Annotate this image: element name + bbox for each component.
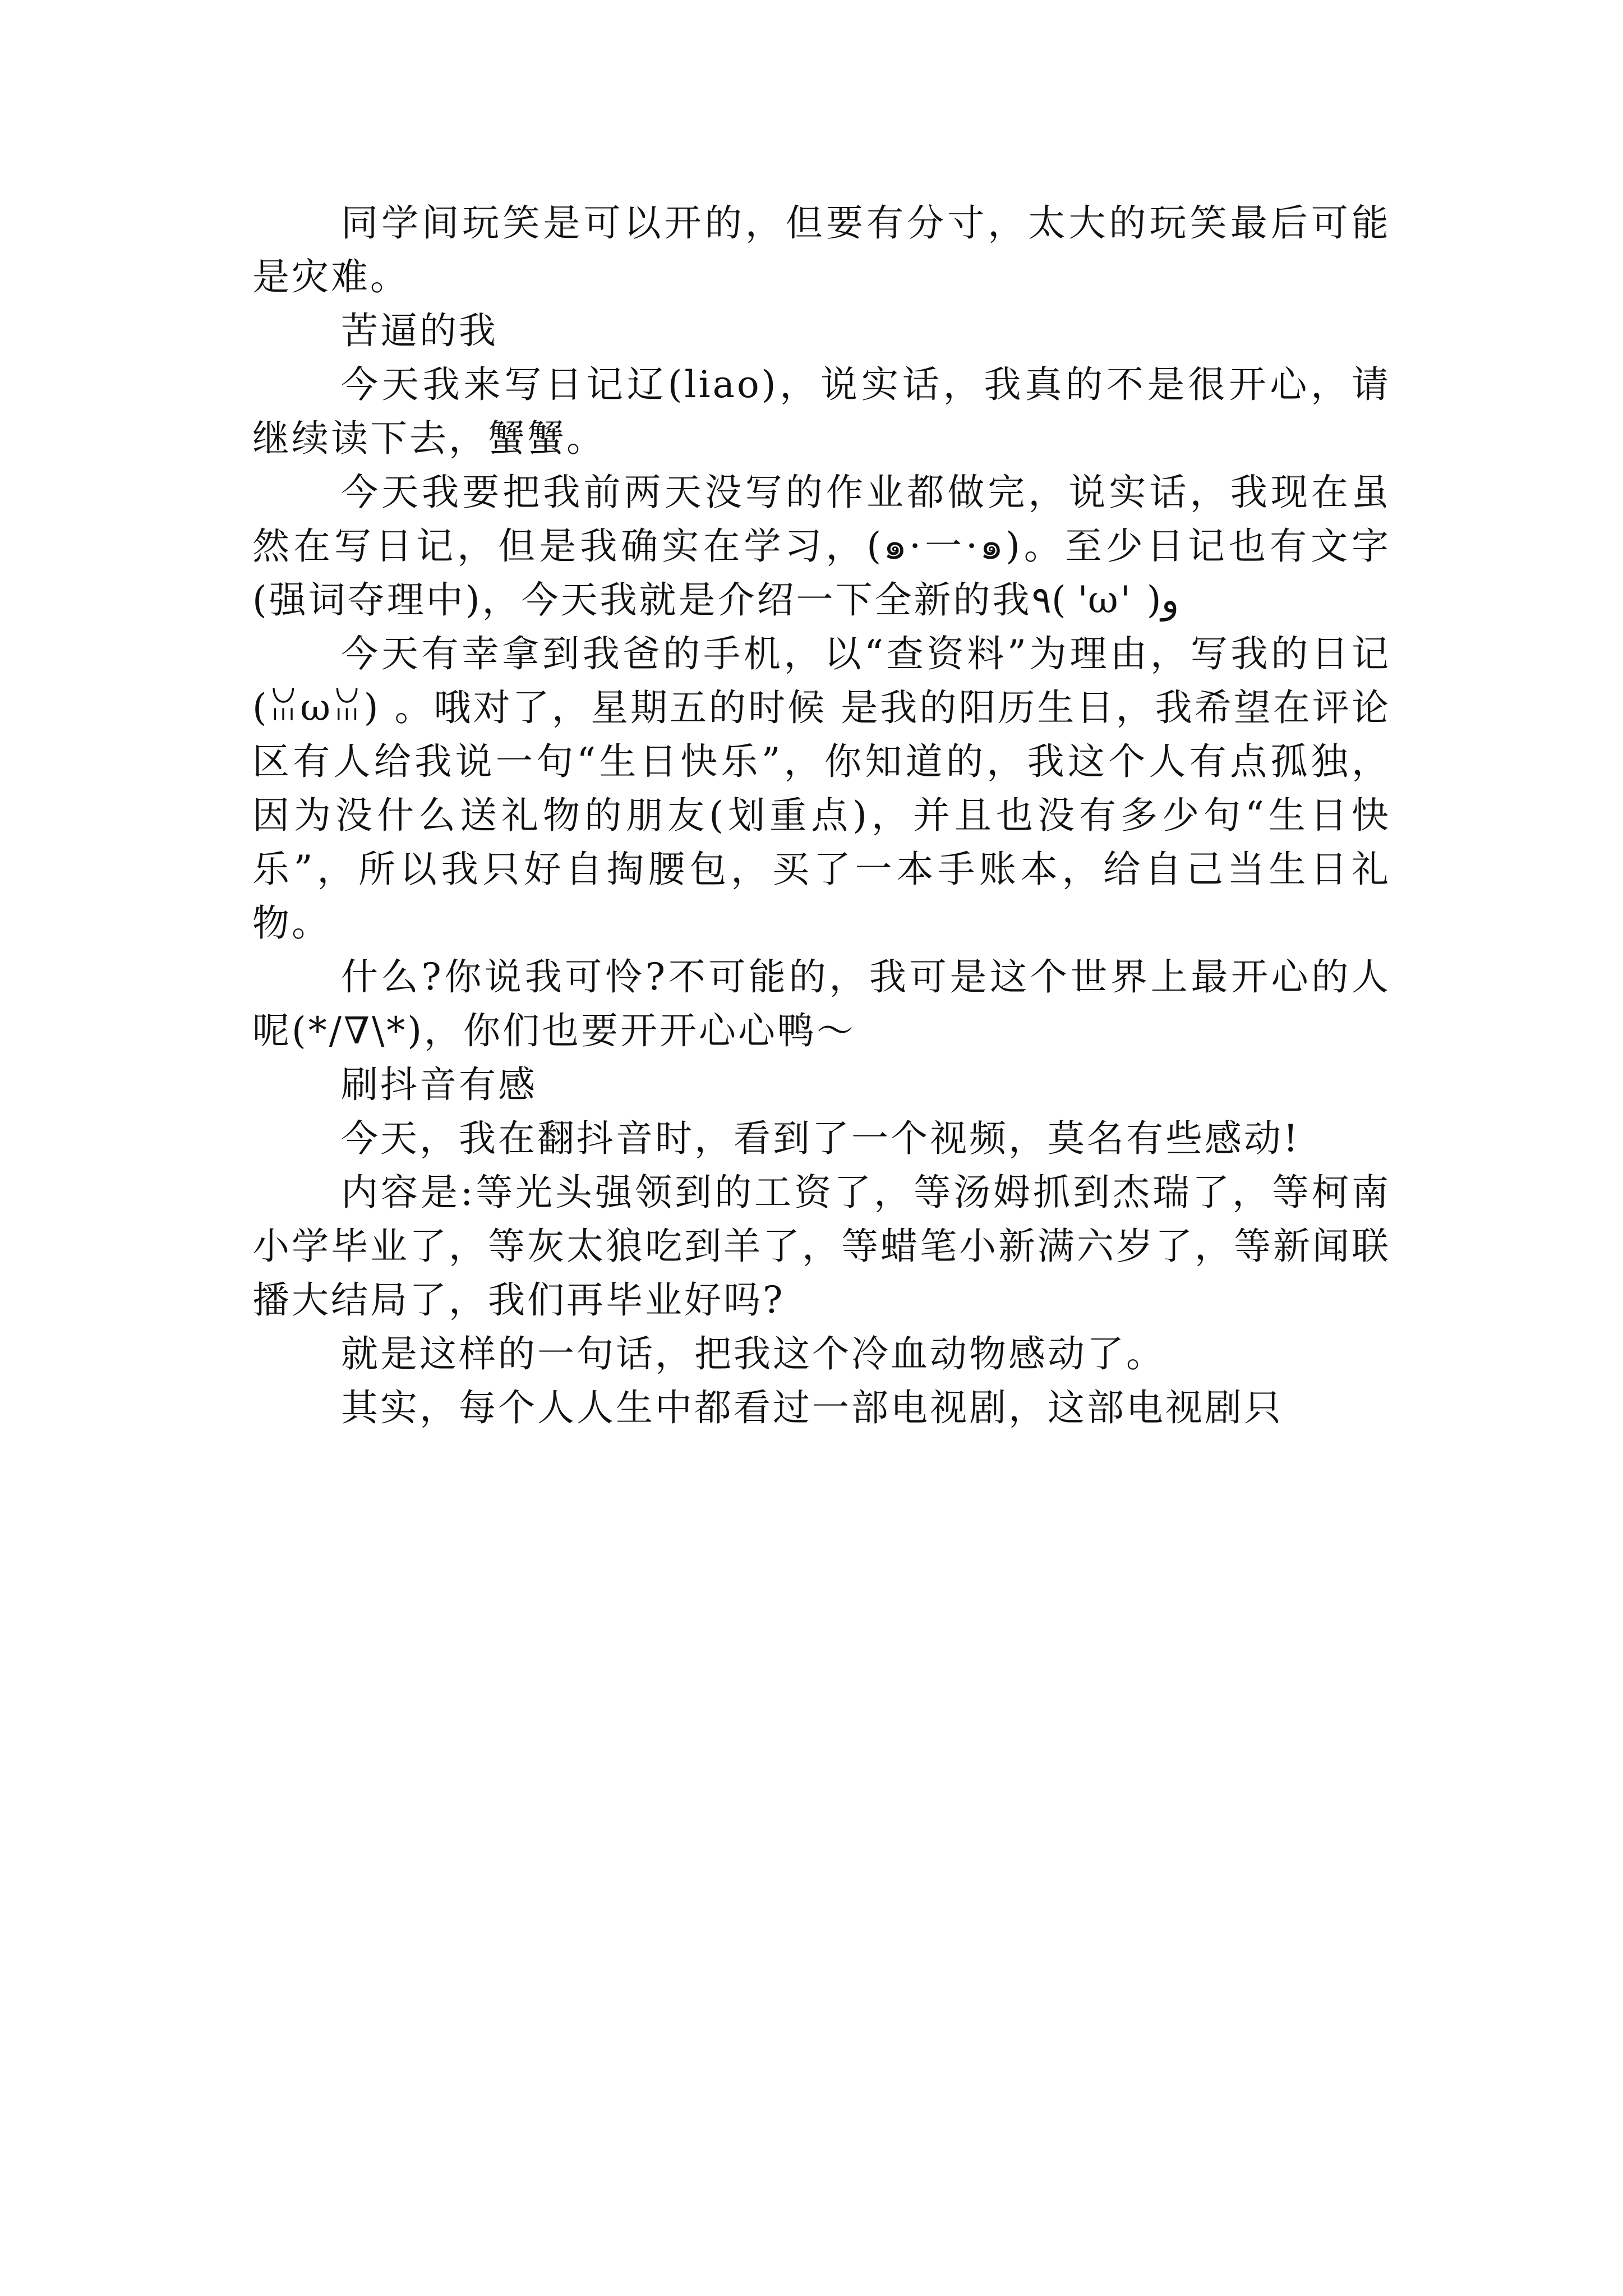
paragraph: 其实，每个人人生中都看过一部电视剧，这部电视剧只: [341, 1386, 1283, 1429]
paragraph: 内容是:等光头强领到的工资了，等汤姆抓到杰瑞了，等柯南小学毕业了，等灰太狼吃到羊了，等蜡笔小新满六岁了，等新闻联播大结局了，我们再毕业好吗?: [252, 1171, 1391, 1322]
paragraph: 同学间玩笑是可以开的，但要有分寸，太大的玩笑最后可能是灾难。: [252, 201, 1391, 298]
section-heading: 刷抖音有感: [341, 1063, 537, 1106]
paragraph: 什么?你说我可怜?不可能的，我可是这个世界上最开心的人呢(*/∇\*)，你们也要开开心心鸭～: [252, 955, 1391, 1052]
section-heading: 苦逼的我: [341, 309, 498, 352]
paragraph: 今天我要把我前两天没写的作业都做完，说实话，我现在虽然在写日记，但是我确实在学习，(๑·一·๑)。至少日记也有文字(强词夺理中)，今天我就是介绍一下全新的我٩( 'ω' )و: [252, 471, 1391, 622]
document-body: [252, 196, 1391, 1435]
paragraph: 今天我来写日记辽(liao)，说实话，我真的不是很开心，请继续读下去，蟹蟹。: [252, 363, 1391, 460]
paragraph: 今天有幸拿到我爸的手机，以“查资料”为理由，写我的日记(ꈍωꈍ) 。哦对了，星期五的时候 是我的阳历生日，我希望在评论区有人给我说一句“生日快乐”，你知道的，我这个人有点孤独，因为没什么送礼物的朋友(划重点)，并且也没有多少句“生日快乐”，所以我只好自掏腰包，买了一本手账本，给自己当生日礼物。: [252, 632, 1391, 945]
paragraph: 今天，我在翻抖音时，看到了一个视频，莫名有些感动!: [341, 1117, 1301, 1160]
paragraph: 就是这样的一句话，把我这个冷血动物感动了。: [341, 1332, 1165, 1375]
